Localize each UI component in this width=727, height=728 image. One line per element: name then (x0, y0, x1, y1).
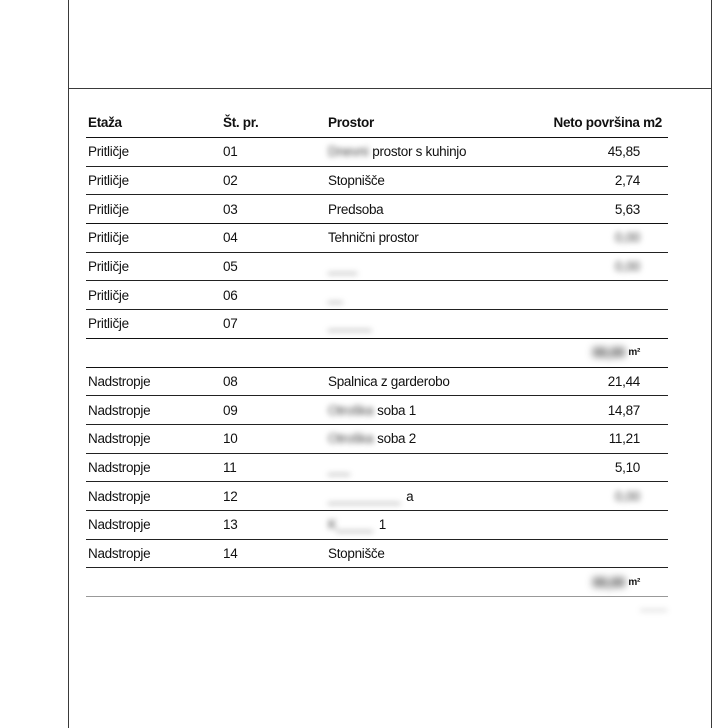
room-no-cell: 04 (223, 230, 238, 246)
room-no-cell: 03 (223, 201, 238, 217)
table-row (86, 454, 668, 483)
room-no-cell: 01 (223, 144, 238, 160)
table-row (86, 310, 668, 339)
table-header-row (86, 108, 668, 138)
area-cell-redacted: 0,00 (614, 488, 640, 504)
table-row (86, 511, 668, 540)
subtotal-cell: 00,00 m² (592, 345, 640, 361)
room-no-cell: 12 (223, 488, 238, 504)
header-floor: Etaža (88, 115, 122, 130)
floor-cell: Pritličje (88, 144, 129, 160)
floor-cell: Pritličje (88, 173, 129, 189)
area-cell-redacted: 0,00 (614, 230, 640, 246)
table-row (86, 368, 668, 397)
space-cell: Spalnica z garderobo (328, 373, 450, 389)
room-no-cell: 14 (223, 545, 238, 561)
room-no-cell: 06 (223, 287, 238, 303)
table-row (86, 425, 668, 454)
space-cell: __________ a (328, 488, 414, 504)
floor-cell: Pritličje (88, 259, 129, 275)
room-no-cell: 08 (223, 373, 238, 389)
space-cell: Predsoba (328, 201, 384, 217)
room-no-cell: 09 (223, 402, 238, 418)
floor-cell: Nadstropje (88, 431, 151, 447)
floor-cell: Pritličje (88, 316, 129, 332)
upper-floor-subtotal-row (86, 568, 668, 597)
area-cell: 11,21 (608, 431, 640, 447)
table-row (86, 138, 668, 167)
area-cell: 5,63 (614, 201, 640, 217)
area-table (86, 108, 668, 597)
total-note-redacted: ____ (640, 598, 667, 612)
table-row (86, 253, 668, 282)
floor-cell: Nadstropje (88, 517, 151, 533)
room-no-cell: 11 (223, 459, 237, 475)
room-no-cell: 05 (223, 259, 238, 275)
space-cell: Otroška soba 1 (328, 402, 416, 418)
area-cell (510, 511, 640, 539)
area-cell: 2,74 (614, 173, 640, 189)
room-no-cell: 07 (223, 316, 238, 332)
table-row (86, 482, 668, 511)
room-no-cell: 13 (223, 517, 238, 533)
floor-cell: Nadstropje (88, 488, 151, 504)
area-cell (510, 310, 640, 338)
table-row (86, 396, 668, 425)
table-row (86, 224, 668, 253)
header-divider (68, 88, 712, 89)
space-cell: Stopnišče (328, 545, 385, 561)
area-cell-redacted: 0,00 (614, 259, 640, 275)
table-row (86, 540, 668, 569)
room-no-cell: 02 (223, 173, 238, 189)
space-cell: Tehnični prostor (328, 230, 419, 246)
floor-cell: Pritličje (88, 287, 129, 303)
area-cell: 14,87 (607, 402, 640, 418)
ground-floor-subtotal-row (86, 339, 668, 368)
floor-cell: Nadstropje (88, 402, 151, 418)
space-cell-redacted: ______ (328, 316, 372, 332)
header-space: Prostor (328, 115, 374, 130)
header-room-no: Št. pr. (223, 115, 259, 130)
room-no-cell: 10 (223, 431, 238, 447)
area-cell: 45,85 (607, 144, 640, 160)
area-cell (510, 540, 640, 568)
table-row (86, 281, 668, 310)
area-cell (510, 281, 640, 309)
table-row (86, 195, 668, 224)
table-row (86, 167, 668, 196)
floor-cell: Pritličje (88, 230, 129, 246)
floor-cell: Nadstropje (88, 545, 151, 561)
floor-cell: Nadstropje (88, 373, 151, 389)
space-cell: Otroška soba 2 (328, 431, 416, 447)
floor-cell: Pritličje (88, 201, 129, 217)
area-cell: 5,10 (614, 459, 640, 475)
area-cell: 21,44 (607, 373, 640, 389)
floor-cell: Nadstropje (88, 459, 151, 475)
space-cell: K_____ 1 (328, 517, 386, 533)
space-cell-redacted: __ (328, 287, 343, 303)
subtotal-cell: 00,00 m² (592, 574, 640, 590)
space-cell: Stopnišče (328, 173, 385, 189)
header-net-area: Neto površina m2 (553, 115, 662, 130)
space-cell-redacted: ____ (328, 259, 357, 275)
space-cell: Dnevni prostor s kuhinjo (328, 144, 467, 160)
space-cell-redacted: ___ (328, 459, 350, 475)
